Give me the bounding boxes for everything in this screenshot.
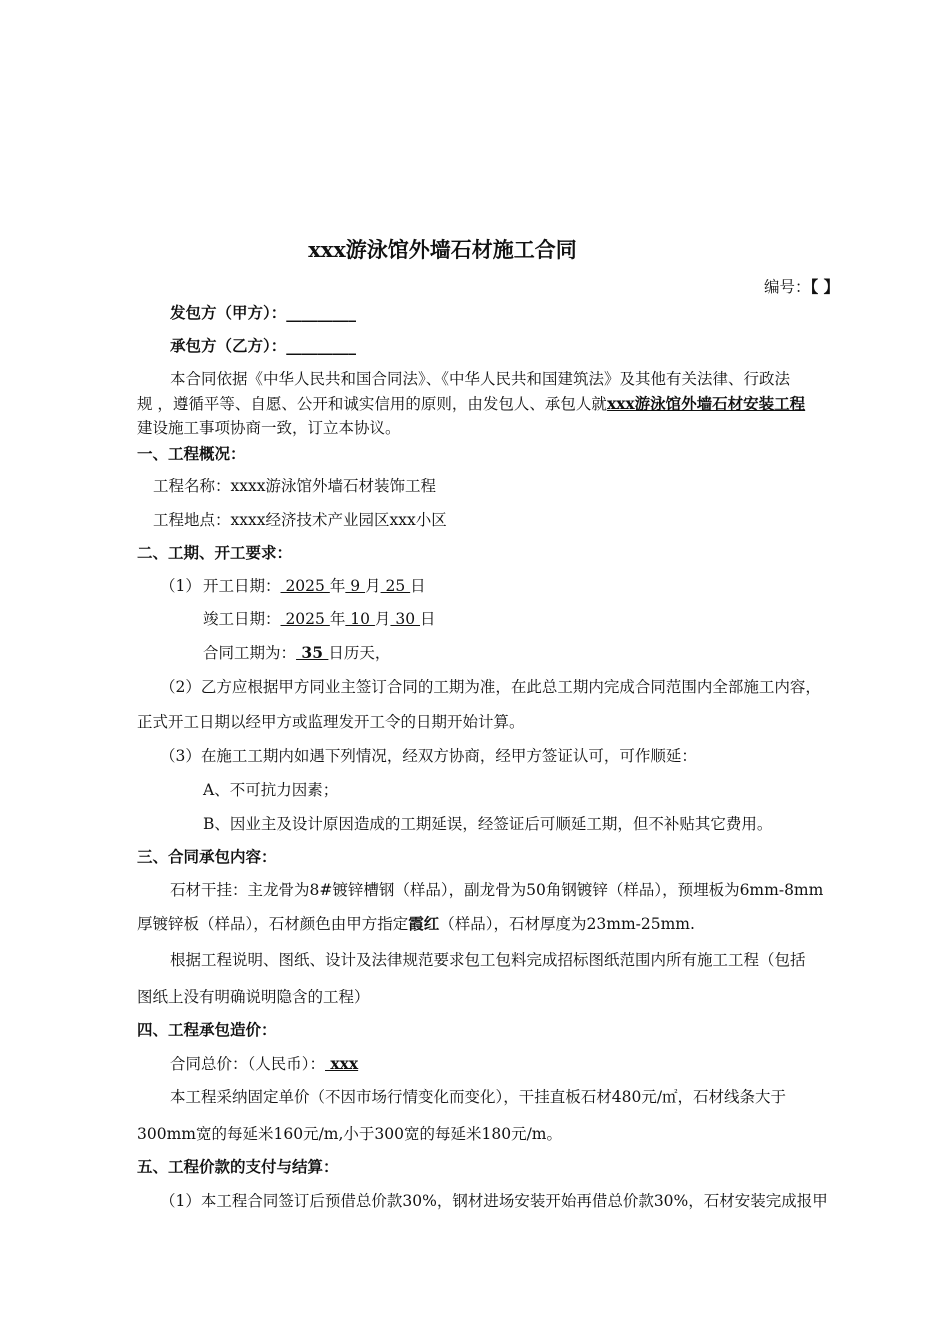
start-day: 25 [380, 577, 411, 595]
item-3: （3）在施工工期内如遇下列情况，经双方协商，经甲方签证认可，可作顺延： [160, 747, 697, 765]
document-title: xxx游泳馆外墙石材施工合同 [308, 237, 577, 262]
section-3-p2-line-2: 图纸上没有明确说明隐含的工程） [137, 988, 370, 1006]
contract-number-value: 【 】 [810, 277, 840, 296]
end-date-label: 竣工日期： [203, 610, 281, 628]
party-b-blank: _________ [286, 336, 357, 355]
project-location: 工程地点：xxxx经济技术产业园区xxx小区 [153, 511, 447, 529]
section-4-p-line-1: 本工程采纳固定单价（不因市场行情变化而变化），干挂直板石材480元/㎡，石材线条大于 [170, 1088, 787, 1106]
party-a-blank: _________ [286, 303, 357, 322]
section-3-p2-line-1: 根据工程说明、图纸、设计及法律规范要求包工包料完成招标图纸范围内所有施工工程（包括 [170, 951, 806, 969]
section-3-p1-line-2 [137, 914, 695, 934]
day-unit: 日 [410, 577, 426, 595]
section-5-item-1: （1）本工程合同签订后预借总价款30%，钢材进场安装开始再借总价款30%，石材安装完成报甲 [160, 1192, 828, 1210]
total-label: 合同总价：（人民币）： [170, 1055, 326, 1073]
total-value: xxx [325, 1054, 359, 1073]
party-b [170, 336, 356, 356]
contract-period [203, 643, 390, 663]
end-month: 10 [345, 610, 375, 628]
section-4-heading: 四、工程承包造价： [137, 1020, 277, 1039]
period-value: 35 [296, 643, 329, 662]
month-unit: 月 [365, 577, 381, 595]
period-label: 合同工期为： [203, 644, 297, 662]
party-b-label: 承包方（乙方）： [170, 336, 287, 355]
section-2-heading: 二、工期、开工要求： [137, 543, 293, 562]
start-month: 9 [345, 577, 366, 595]
party-a [170, 303, 356, 323]
start-year: 2025 [280, 577, 330, 595]
intro-line-1: 本合同依据《中华人民共和国合同法》、《中华人民共和国建筑法》及其他有关法律、行政法 [170, 370, 791, 388]
project-name-emphasis: xxx游泳馆外墙石材安装工程 [606, 394, 806, 413]
end-day: 30 [390, 610, 421, 628]
intro-line-2 [137, 394, 805, 414]
p1-line-2-rest: （样品），石材厚度为23mm-25mm. [439, 915, 695, 933]
item-1-number: （1） [160, 577, 201, 595]
year-unit: 年 [329, 610, 346, 628]
end-year: 2025 [280, 610, 330, 628]
party-a-label: 发包方（甲方）： [170, 303, 287, 322]
intro-line-3: 建设施工事项协商一致，订立本协议。 [137, 419, 401, 437]
end-date [203, 609, 436, 629]
contract-number-label: 编号： [764, 278, 811, 296]
item-3-a: A、不可抗力因素； [203, 781, 339, 799]
stone-color: 霞红 [408, 914, 440, 933]
project-name: 工程名称：xxxx游泳馆外墙石材装饰工程 [153, 477, 436, 495]
p1-line-2-text: 厚镀锌板（样品），石材颜色由甲方指定 [137, 915, 409, 933]
item-2-line-2: 正式开工日期以经甲方或监理发开工令的日期开始计算。 [137, 713, 525, 731]
item-2-line-1: （2）乙方应根据甲方同业主签订合同的工期为准，在此总工期内完成合同范围内全部施工内容， [160, 678, 821, 696]
start-date [203, 576, 426, 596]
period-unit: 日历天， [328, 644, 391, 662]
section-3-p1-line-1: 石材干挂：主龙骨为8#镀锌槽钢（样品），副龙骨为50角钢镀锌（样品），预埋板为6mm-8mm [170, 881, 824, 899]
day-unit: 日 [420, 610, 436, 628]
section-4-p-line-2: 300mm宽的每延米160元/m,小于300宽的每延米180元/m。 [137, 1125, 563, 1143]
intro-line-2-text: 规 ，遵循平等、自愿、公开和诚实信用的原则，由发包人、承包人就 [137, 395, 607, 413]
section-1-heading: 一、工程概况： [137, 444, 246, 463]
year-unit: 年 [329, 577, 346, 595]
section-3-heading: 三、合同承包内容： [137, 847, 277, 866]
contract-total [170, 1054, 358, 1074]
start-date-label: 开工日期： [203, 577, 281, 595]
section-5-heading: 五、工程价款的支付与结算： [137, 1157, 339, 1176]
contract-number [764, 277, 839, 297]
month-unit: 月 [374, 610, 391, 628]
item-3-b: B、因业主及设计原因造成的工期延误，经签证后可顺延工期，但不补贴其它费用。 [203, 815, 773, 833]
